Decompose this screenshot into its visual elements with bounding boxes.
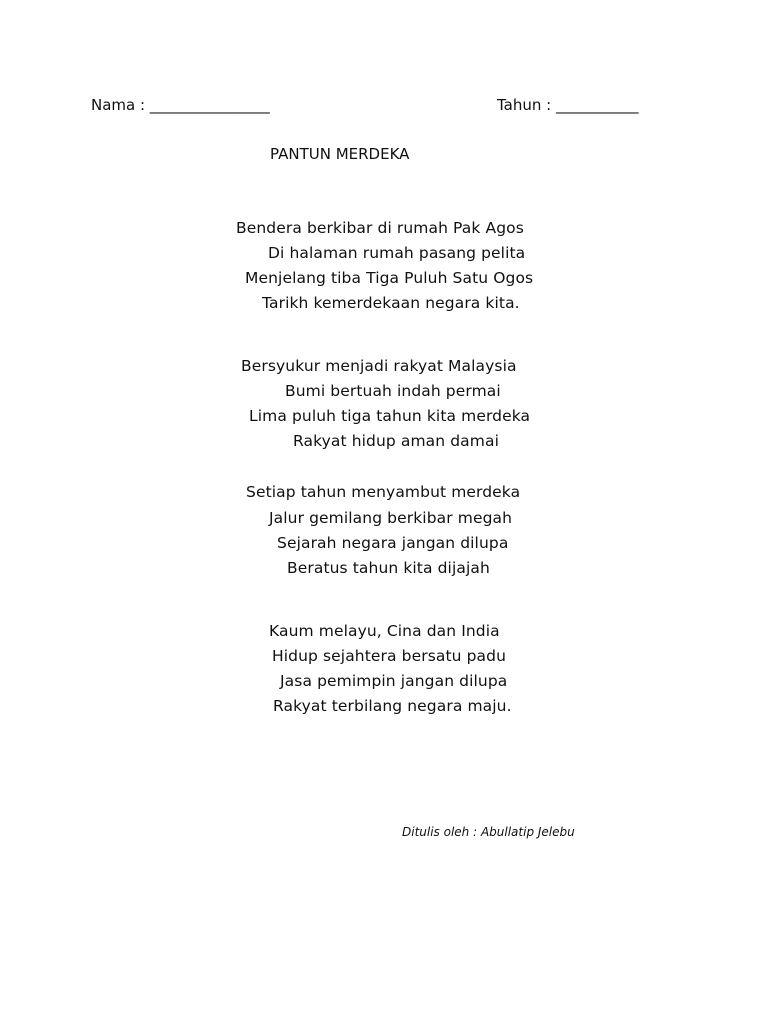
poem-line: Sejarah negara jangan dilupa <box>277 534 509 552</box>
year-field-label: Tahun : ___________ <box>497 96 639 114</box>
poem-title: PANTUN MERDEKA <box>270 145 410 163</box>
poem-line: Jasa pemimpin jangan dilupa <box>280 672 508 690</box>
name-field-label: Nama : ________________ <box>91 96 270 114</box>
poem-line: Tarikh kemerdekaan negara kita. <box>262 294 520 312</box>
poem-line: Bendera berkibar di rumah Pak Agos <box>236 219 524 237</box>
author-credit: Ditulis oleh : Abullatip Jelebu <box>402 825 575 839</box>
poem-line: Jalur gemilang berkibar megah <box>269 509 513 527</box>
poem-line: Lima puluh tiga tahun kita merdeka <box>249 407 531 425</box>
poem-line: Menjelang tiba Tiga Puluh Satu Ogos <box>245 269 534 287</box>
poem-line: Kaum melayu, Cina dan India <box>269 622 500 640</box>
poem-line: Di halaman rumah pasang pelita <box>268 244 526 262</box>
poem-line: Beratus tahun kita dijajah <box>287 559 490 577</box>
poem-line: Rakyat hidup aman damai <box>293 432 499 450</box>
poem-line: Bersyukur menjadi rakyat Malaysia <box>241 357 517 375</box>
poem-line: Rakyat terbilang negara maju. <box>273 697 512 715</box>
poem-line: Setiap tahun menyambut merdeka <box>246 483 521 501</box>
poem-line: Bumi bertuah indah permai <box>285 382 501 400</box>
poem-line: Hidup sejahtera bersatu padu <box>272 647 506 665</box>
